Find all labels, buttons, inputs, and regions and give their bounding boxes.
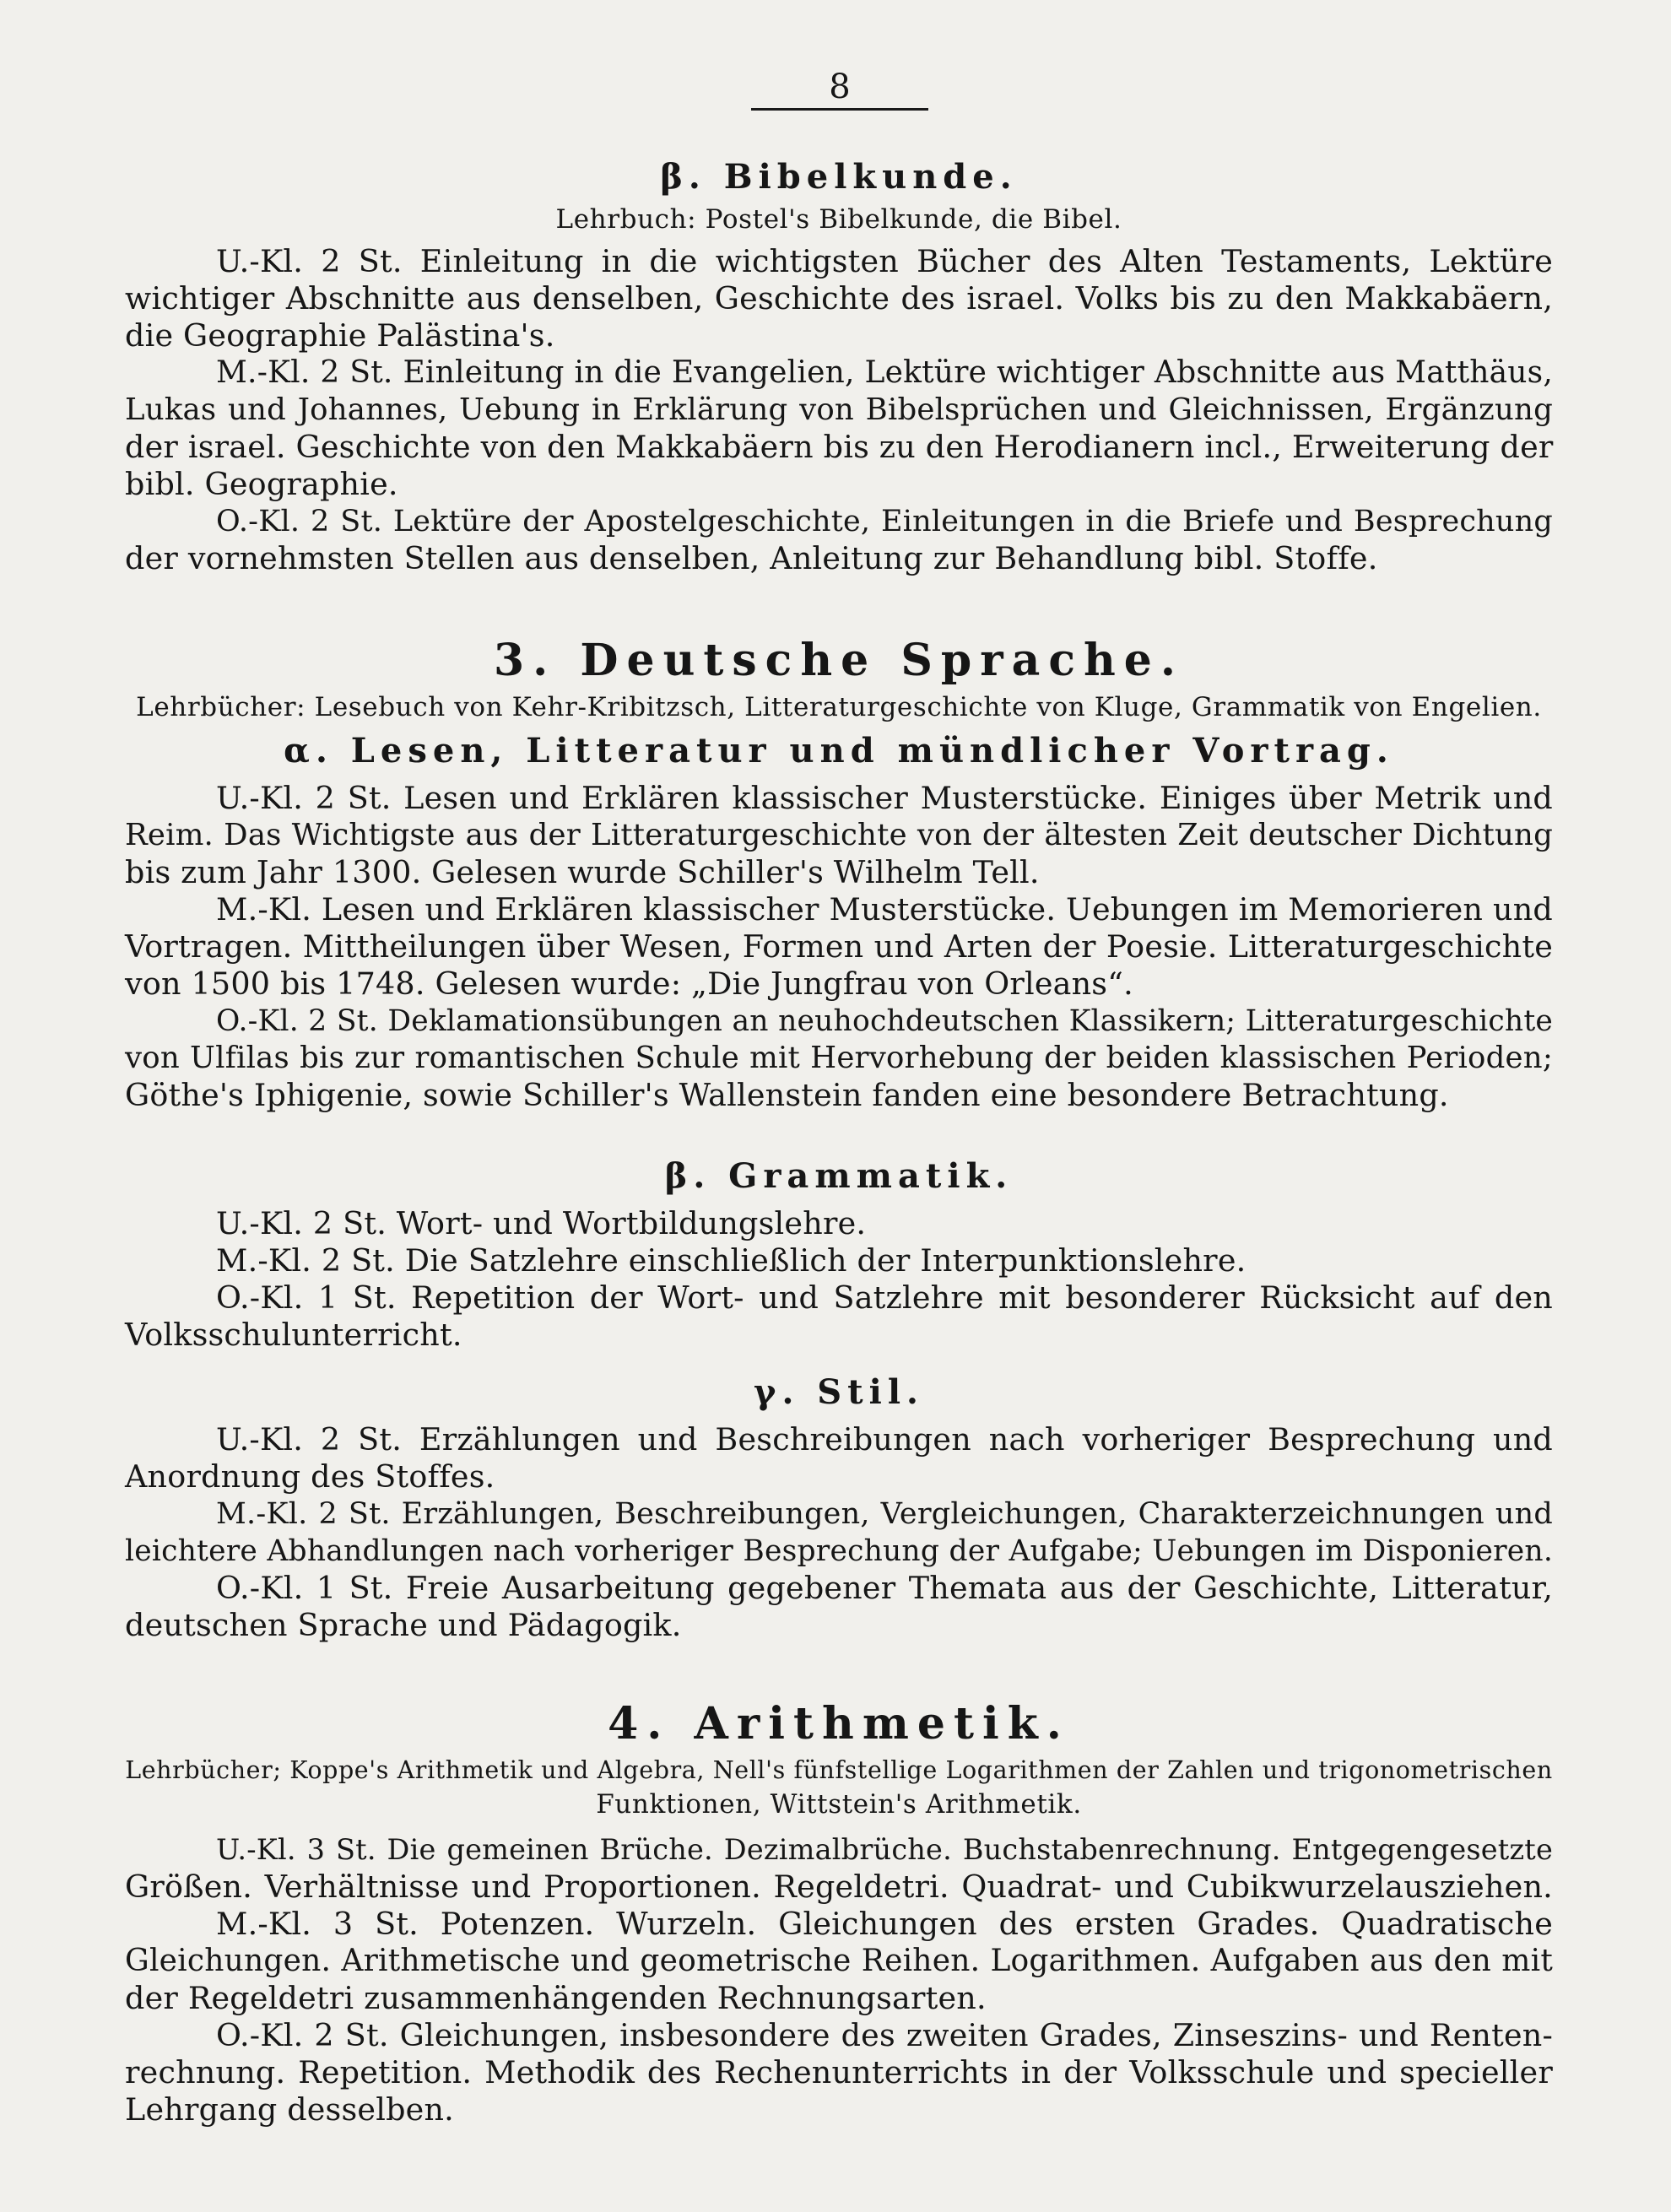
section-heading-deutsch: 3. Deutsche Sprache. [494, 635, 1184, 686]
text-line: deutschen Sprache und Pädagogik. [125, 1607, 682, 1643]
text-line: von 1500 bis 1748. Gelesen wurde: „Die Jungfrau von Orleans“. [125, 965, 1133, 1002]
text-line: bibl. Geographie. [125, 466, 398, 502]
bibelkunde-textbook: Lehrbuch: Postel's Bibelkunde, die Bibel. [555, 204, 1122, 235]
grammatik-heading: β. Grammatik. [664, 1156, 1014, 1196]
text-line: U.-Kl. 2 St. Einleitung in die wichtigsten Bücher des Alten Testaments, Lektüre [216, 243, 1553, 279]
text-line: rechnung. Repetition. Methodik des Rechenunterrichts in der Volksschule und specieller [125, 2054, 1553, 2090]
text-line: der Regeldetri zusammenhängenden Rechnungsarten. [125, 1980, 987, 2016]
text-line: O.-Kl. 2 St. Lektüre der Apostelgeschichte, Einleitungen in die Briefe und Besprechung [216, 505, 1553, 538]
text-line: der israel. Geschichte von den Makkabäern bis zu den Herodianern incl., Erweiterung der [125, 429, 1554, 465]
text-line: Volksschulunterricht. [125, 1317, 462, 1353]
text-line: O.-Kl. 1 St. Freie Ausarbeitung gegebener Themata aus der Geschichte, Litteratur, [216, 1570, 1553, 1606]
text-line: M.-Kl. 3 St. Potenzen. Wurzeln. Gleichungen des ersten Grades. Quadratische [216, 1906, 1553, 1942]
text-line: der vornehmsten Stellen aus denselben, Anleitung zur Behandlung bibl. Stoffe. [125, 540, 1378, 576]
text-line: O.-Kl. 2 St. Gleichungen, insbesondere des zweiten Grades, Zinseszins- und Renten- [216, 2017, 1553, 2053]
text-line: bis zum Jahr 1300. Gelesen wurde Schiller's Wilhelm Tell. [125, 854, 1040, 890]
text-line: M.-Kl. 2 St. Die Satzlehre einschließlich der Interpunktionslehre. [216, 1242, 1246, 1279]
text-line: U.-Kl. 2 St. Erzählungen und Beschreibungen nach vorheriger Besprechung und [216, 1421, 1553, 1458]
text-line: U.-Kl. 3 St. Die gemeinen Brüche. Dezimalbrüche. Buchstabenrechnung. Entgegengesetzte [216, 1833, 1553, 1866]
text-line: M.-Kl. Lesen und Erklären klassischer Musterstücke. Uebungen im Memorieren und [216, 891, 1553, 928]
text-line: von Ulfilas bis zur romantischen Schule mit Hervorhebung der beiden klassischen Perioden; [125, 1041, 1553, 1075]
text-line: Lehrgang desselben. [125, 2091, 454, 2128]
text-line: leichtere Abhandlungen nach vorheriger Besprechung der Aufgabe; Uebungen im Disponieren. [125, 1534, 1553, 1568]
stil-heading: γ. Stil. [754, 1372, 924, 1412]
section-heading-arithmetik: 4. Arithmetik. [608, 1698, 1070, 1750]
text-line: U.-Kl. 2 St. Lesen und Erklären klassischer Musterstücke. Einiges über Metrik und [216, 780, 1553, 816]
text-line: M.-Kl. 2 St. Erzählungen, Beschreibungen, Vergleichungen, Charakterzeichnungen und [216, 1497, 1553, 1531]
text-line: die Geographie Palästina's. [125, 317, 555, 354]
text-line: Vortragen. Mittheilungen über Wesen, Formen und Arten der Poesie. Litteraturgeschichte [125, 928, 1553, 965]
text-line: Lukas und Johannes, Uebung in Erklärung von Bibelsprüchen und Gleichnissen, Ergänzung [125, 392, 1553, 427]
text-line: Reim. Das Wichtigste aus der Litteraturgeschichte von der ältesten Zeit deutscher Dichtung [125, 818, 1553, 852]
arithmetik-textbooks-line: Funktionen, Wittstein's Arithmetik. [596, 1789, 1082, 1820]
deutsch-textbooks: Lehrbücher: Lesebuch von Kehr-Kribitzsch, Litteraturgeschichte von Kluge, Grammatik von Engelien. [136, 692, 1542, 722]
text-line: Gleichungen. Arithmetische und geometrische Reihen. Logarithmen. Aufgaben aus den mit [125, 1944, 1553, 1978]
text-line: Anordnung des Stoffes. [125, 1458, 495, 1495]
lesen-heading: α. Lesen, Litteratur und mündlicher Vortrag. [284, 731, 1394, 771]
text-line: Göthe's Iphigenie, sowie Schiller's Wallenstein fanden eine besondere Betrachtung. [125, 1077, 1449, 1113]
page-number: 8 [751, 66, 928, 111]
text-line: Größen. Verhältnisse und Proportionen. Regeldetri. Quadrat- und Cubikwurzelausziehen. [125, 1869, 1553, 1905]
bibelkunde-heading: β. Bibelkunde. [660, 157, 1018, 197]
text-line: O.-Kl. 1 St. Repetition der Wort- und Satzlehre mit besonderer Rücksicht auf den [216, 1279, 1553, 1316]
text-line: U.-Kl. 2 St. Wort- und Wortbildungslehre. [216, 1205, 867, 1241]
arithmetik-textbooks-line: Lehrbücher; Koppe's Arithmetik und Algebra, Nell's fünfstellige Logarithmen der Zahlen und trigonometrischen [125, 1756, 1553, 1784]
text-line: wichtiger Abschnitte aus denselben, Geschichte des israel. Volks bis zu den Makkabäern, [125, 280, 1553, 316]
text-line: M.-Kl. 2 St. Einleitung in die Evangelien, Lektüre wichtiger Abschnitte aus Matthäus, [216, 355, 1553, 390]
text-line: O.-Kl. 2 St. Deklamationsübungen an neuhochdeutschen Klassikern; Litteraturgeschichte [216, 1004, 1553, 1038]
